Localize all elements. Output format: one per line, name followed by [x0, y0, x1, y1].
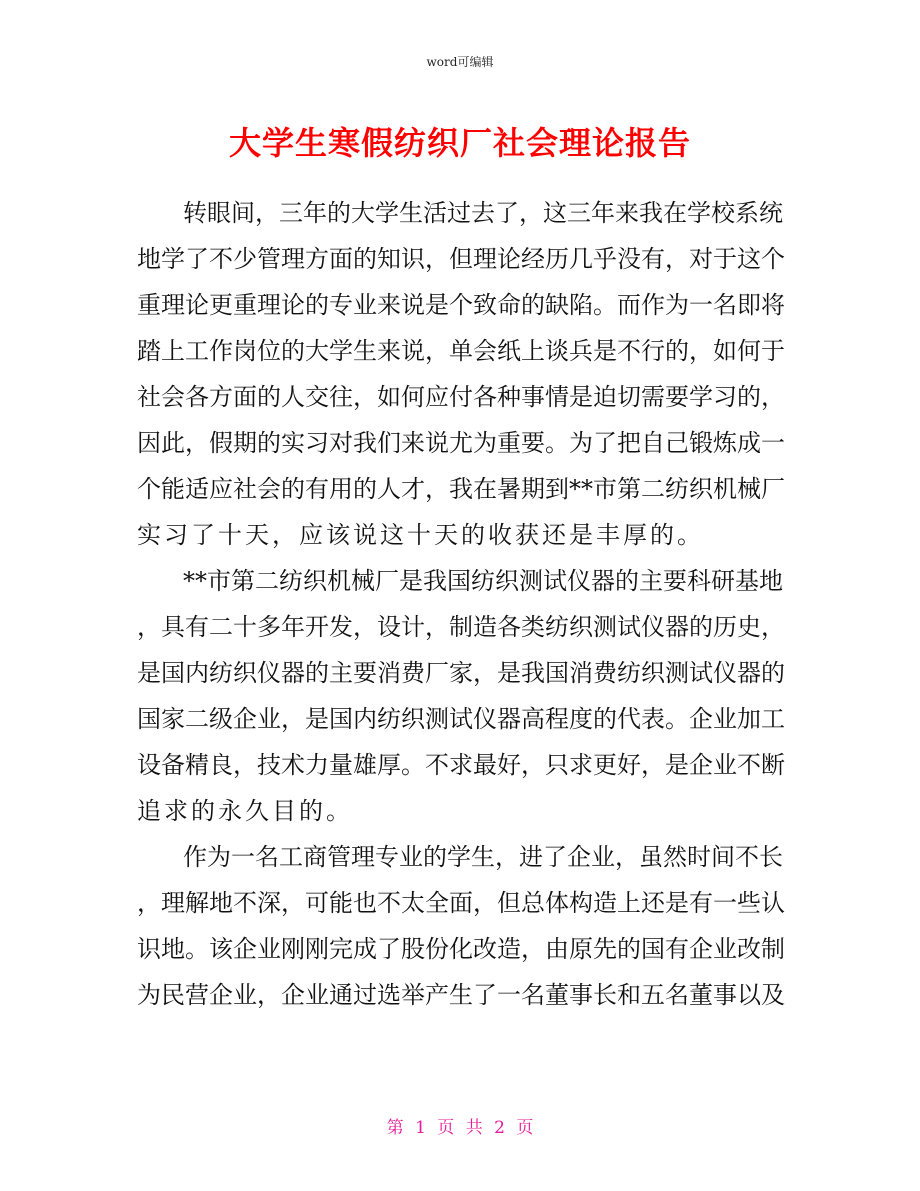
text-line: 国家二级企业，是国内纺织测试仪器高程度的代表。企业加工: [137, 705, 785, 733]
text-line: 社会各方面的人交往，如何应付各种事情是迫切需要学习的，: [137, 383, 785, 411]
text-line: 因此，假期的实习对我们来说尤为重要。为了把自己锻炼成一: [137, 429, 785, 457]
text-line: 踏上工作岗位的大学生来说，单会纸上谈兵是不行的，如何于: [137, 337, 785, 365]
page-header: word可编辑: [426, 55, 494, 69]
text-line: 转眼间，三年的大学生活过去了，这三年来我在学校系统: [183, 199, 783, 227]
document-title: 大学生寒假纺织厂社会理论报告: [228, 124, 691, 162]
text-line: 是国内纺织仪器的主要消费厂家，是我国消费纺织测试仪器的: [137, 659, 785, 687]
text-line: 地学了不少管理方面的知识，但理论经历几乎没有，对于这个: [137, 245, 785, 273]
text-line: ，理解地不深，可能也不太全面，但总体构造上还是有一些认: [137, 889, 785, 917]
text-line: ，具有二十多年开发，设计，制造各类纺织测试仪器的历史，: [137, 613, 785, 641]
text-line: 重理论更重理论的专业来说是个致命的缺陷。而作为一名即将: [137, 291, 785, 319]
text-line: 识地。该企业刚刚完成了股份化改造，由原先的国有企业改制: [137, 935, 785, 963]
page-number-footer: 第 1 页 共 2 页: [386, 1118, 534, 1138]
text-line: 设备精良，技术力量雄厚。不求最好，只求更好，是企业不断: [137, 751, 785, 779]
document-body: [137, 190, 783, 1018]
paragraph-1: [137, 190, 783, 558]
paragraph-2: [137, 558, 783, 834]
text-line: 实习了十天，应该说这十天的收获还是丰厚的。: [137, 521, 704, 549]
text-line: **市第二纺织机械厂是我国纺织测试仪器的主要科研基地: [183, 567, 783, 595]
text-line: 追求的永久目的。: [137, 797, 353, 825]
text-line: 作为一名工商管理专业的学生，进了企业，虽然时间不长: [183, 843, 783, 871]
text-line: 为民营企业，企业通过选举产生了一名董事长和五名董事以及: [137, 981, 785, 1009]
paragraph-3: [137, 834, 783, 1018]
text-line: 个能适应社会的有用的人才，我在暑期到**市第二纺织机械厂: [137, 475, 785, 503]
